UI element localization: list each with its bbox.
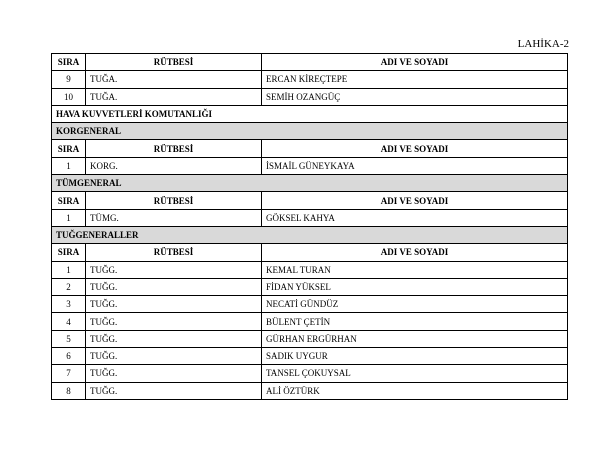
table-row bbox=[52, 296, 568, 313]
row-no: 6 bbox=[52, 348, 86, 365]
header-row bbox=[52, 140, 568, 157]
header-no: SIRA bbox=[52, 140, 86, 157]
header-rank: RÜTBESİ bbox=[86, 54, 262, 71]
table-row bbox=[52, 382, 568, 399]
row-no: 1 bbox=[52, 209, 86, 226]
table-row bbox=[52, 71, 568, 88]
row-no: 8 bbox=[52, 382, 86, 399]
row-no: 9 bbox=[52, 71, 86, 88]
row-name: BÜLENT ÇETİN bbox=[262, 313, 568, 330]
row-name: KEMAL TURAN bbox=[262, 261, 568, 278]
row-name: İSMAİL GÜNEYKAYA bbox=[262, 157, 568, 174]
header-no: SIRA bbox=[52, 244, 86, 261]
row-no: 4 bbox=[52, 313, 86, 330]
section-title-row bbox=[52, 105, 568, 122]
header-rank: RÜTBESİ bbox=[86, 192, 262, 209]
header-no: SIRA bbox=[52, 54, 86, 71]
row-rank: TUĞG. bbox=[86, 313, 262, 330]
table-row bbox=[52, 348, 568, 365]
row-name: SADIK UYGUR bbox=[262, 348, 568, 365]
row-rank: KORG. bbox=[86, 157, 262, 174]
row-no: 2 bbox=[52, 278, 86, 295]
table-row bbox=[52, 313, 568, 330]
table-row bbox=[52, 157, 568, 174]
header-name: ADI VE SOYADI bbox=[262, 54, 568, 71]
row-name: ERCAN KİREÇTEPE bbox=[262, 71, 568, 88]
group-title: TUĞGENERALLER bbox=[52, 226, 568, 243]
group-title-row bbox=[52, 123, 568, 140]
row-rank: TUĞG. bbox=[86, 278, 262, 295]
row-no: 7 bbox=[52, 365, 86, 382]
personnel-table bbox=[51, 53, 568, 400]
row-name: GÖKSEL KAHYA bbox=[262, 209, 568, 226]
header-row bbox=[52, 192, 568, 209]
annex-label: LAHİKA-2 bbox=[517, 38, 569, 50]
row-name: SEMİH OZANGÜÇ bbox=[262, 88, 568, 105]
header-row bbox=[52, 54, 568, 71]
row-name: TANSEL ÇOKUYSAL bbox=[262, 365, 568, 382]
header-no: SIRA bbox=[52, 192, 86, 209]
group-title-row bbox=[52, 226, 568, 243]
row-no: 3 bbox=[52, 296, 86, 313]
table-row bbox=[52, 278, 568, 295]
row-name: GÜRHAN ERGÜRHAN bbox=[262, 330, 568, 347]
row-rank: TUĞG. bbox=[86, 382, 262, 399]
table-row bbox=[52, 261, 568, 278]
group-title-row bbox=[52, 175, 568, 192]
header-rank: RÜTBESİ bbox=[86, 244, 262, 261]
row-no: 10 bbox=[52, 88, 86, 105]
table-row bbox=[52, 365, 568, 382]
table-row bbox=[52, 209, 568, 226]
row-rank: TUĞG. bbox=[86, 348, 262, 365]
table-row bbox=[52, 88, 568, 105]
row-name: FİDAN YÜKSEL bbox=[262, 278, 568, 295]
row-rank: TUĞA. bbox=[86, 71, 262, 88]
row-rank: TUĞG. bbox=[86, 330, 262, 347]
section-title: HAVA KUVVETLERİ KOMUTANLIĞI bbox=[52, 105, 568, 122]
row-name: NECATİ GÜNDÜZ bbox=[262, 296, 568, 313]
header-name: ADI VE SOYADI bbox=[262, 244, 568, 261]
header-name: ADI VE SOYADI bbox=[262, 140, 568, 157]
row-rank: TUĞG. bbox=[86, 261, 262, 278]
row-no: 1 bbox=[52, 261, 86, 278]
row-no: 1 bbox=[52, 157, 86, 174]
row-rank: TUĞG. bbox=[86, 296, 262, 313]
row-no: 5 bbox=[52, 330, 86, 347]
row-rank: TUĞA. bbox=[86, 88, 262, 105]
header-rank: RÜTBESİ bbox=[86, 140, 262, 157]
group-title: TÜMGENERAL bbox=[52, 175, 568, 192]
row-rank: TÜMG. bbox=[86, 209, 262, 226]
group-title: KORGENERAL bbox=[52, 123, 568, 140]
header-row bbox=[52, 244, 568, 261]
row-rank: TUĞG. bbox=[86, 365, 262, 382]
table-row bbox=[52, 330, 568, 347]
header-name: ADI VE SOYADI bbox=[262, 192, 568, 209]
row-name: ALİ ÖZTÜRK bbox=[262, 382, 568, 399]
